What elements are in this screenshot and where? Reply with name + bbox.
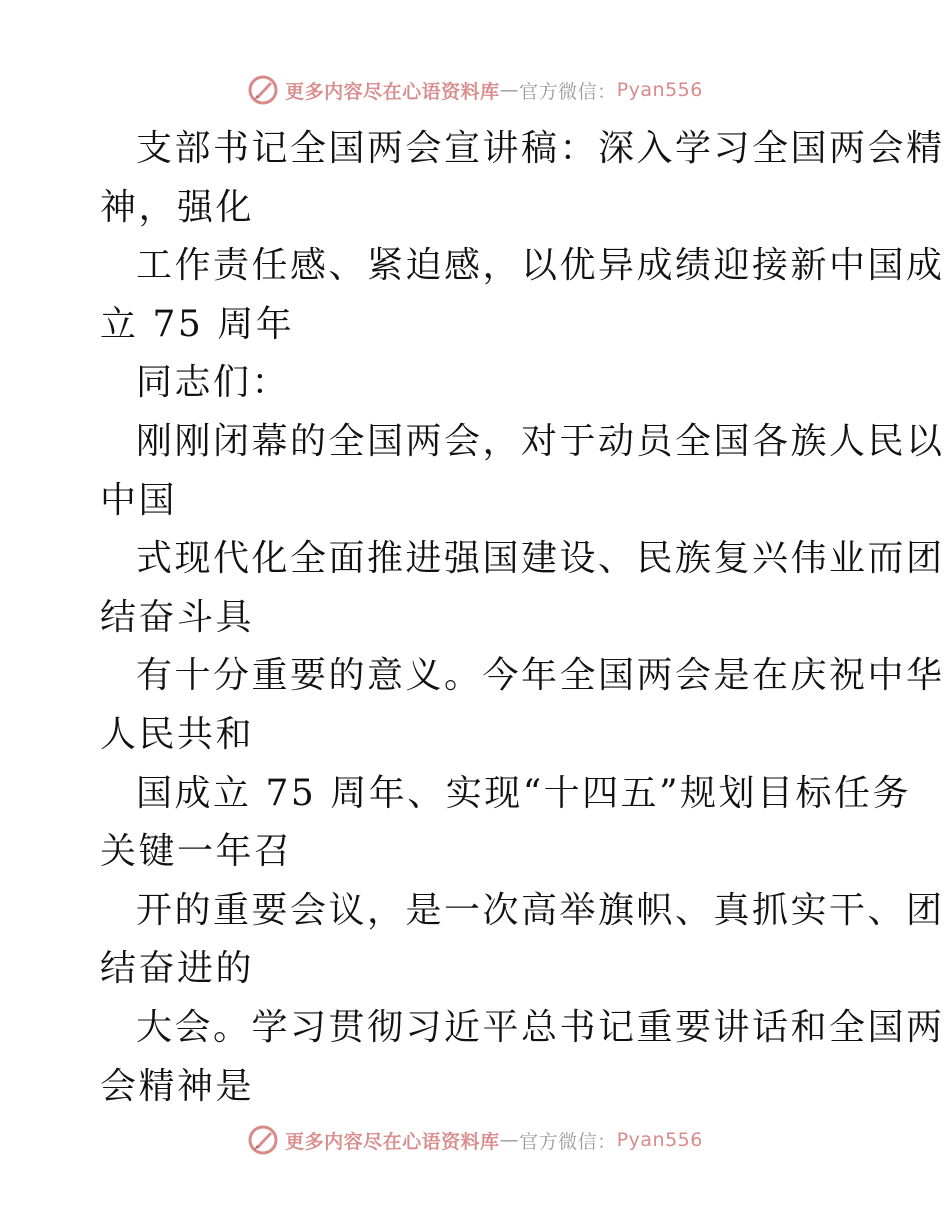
- body-line: 国成立 75 周年、实现“十四五”规划目标任务: [136, 772, 912, 814]
- body-line: 人民共和: [100, 713, 255, 755]
- body-line: 结奋进的: [100, 948, 255, 990]
- banner-main-text: 更多内容尽在心语资料库: [285, 1130, 500, 1153]
- body-line: 结奋斗具: [100, 596, 255, 638]
- body-line: 大会。学习贯彻习近平总书记重要讲话和全国两: [136, 1006, 945, 1048]
- quill-pen-icon: [247, 74, 279, 106]
- banner-contact-label: 官方微信：: [519, 1130, 617, 1153]
- body-line: 关键一年召: [100, 831, 293, 873]
- title-line-2: 神，强化: [100, 186, 255, 228]
- header-watermark-banner: [0, 70, 950, 110]
- title-line-1: 支部书记全国两会宣讲稿：深入学习全国两会精: [136, 128, 945, 169]
- banner-separator: —: [499, 1129, 520, 1151]
- title-line-4: 立 75 周年: [100, 303, 295, 345]
- banner-wechat-id: Pyan556: [616, 1129, 703, 1151]
- body-line: 有十分重要的意义。今年全国两会是在庆祝中华: [136, 655, 945, 697]
- banner-separator: —: [499, 79, 520, 101]
- body-line: 刚刚闭幕的全国两会，对于动员全国各族人民以: [136, 420, 945, 462]
- footer-watermark-banner: [0, 1120, 950, 1160]
- banner-wechat-id: Pyan556: [616, 79, 703, 101]
- document-body: [100, 120, 945, 1116]
- body-line: 会精神是: [100, 1065, 255, 1107]
- body-line: 中国: [100, 479, 178, 521]
- quill-pen-icon: [247, 1124, 279, 1156]
- body-line: 开的重要会议，是一次高举旗帜、真抓实干、团: [136, 889, 945, 931]
- title-line-3: 工作责任感、紧迫感，以优异成绩迎接新中国成: [136, 245, 945, 287]
- salutation-line: 同志们：: [136, 362, 291, 404]
- banner-contact-label: 官方微信：: [519, 80, 617, 103]
- body-line: 式现代化全面推进强国建设、民族复兴伟业而团: [136, 538, 945, 580]
- banner-main-text: 更多内容尽在心语资料库: [285, 80, 500, 103]
